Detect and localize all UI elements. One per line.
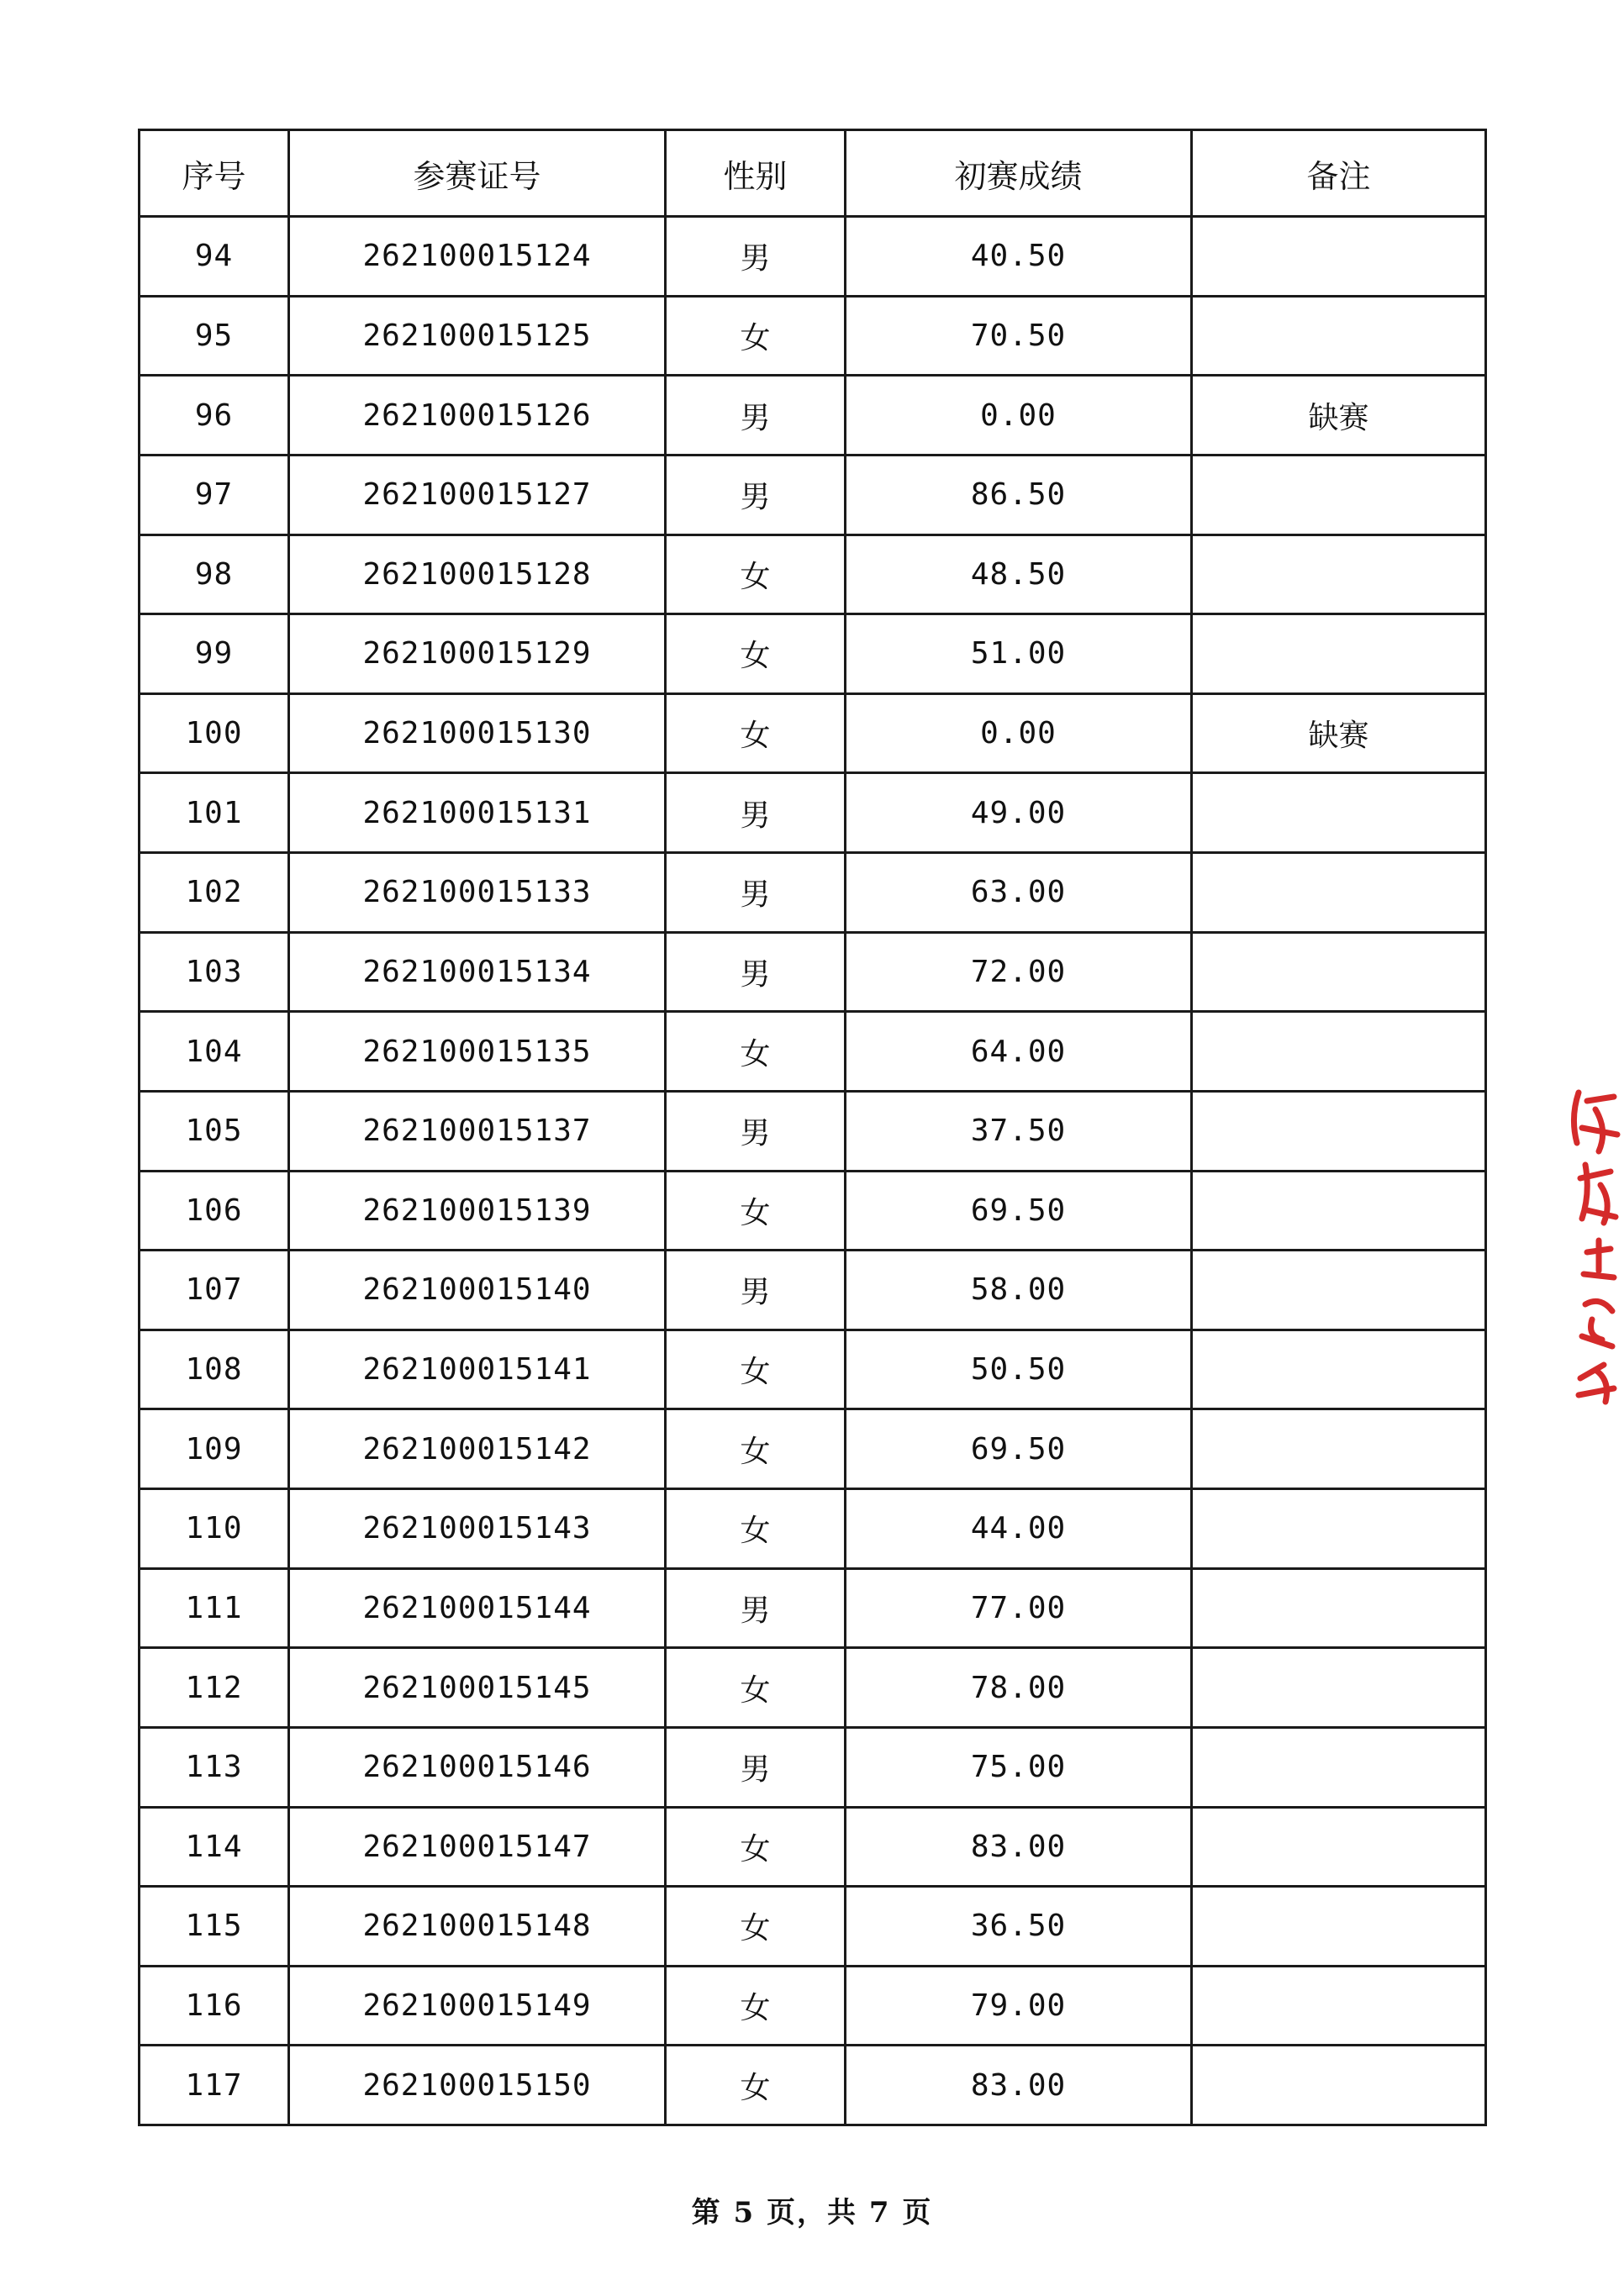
cell-ticket-number: 262100015130 (289, 693, 666, 773)
cell-score: 58.00 (846, 1251, 1192, 1330)
cell-ticket-number: 262100015139 (289, 1171, 666, 1251)
cell-row-index: 102 (140, 853, 289, 933)
cell-gender: 女 (666, 1171, 846, 1251)
header-preliminary-score: 初赛成绩 (846, 130, 1192, 217)
cell-row-index: 99 (140, 614, 289, 694)
table-header-row (140, 130, 1486, 217)
cell-gender: 女 (666, 614, 846, 694)
cell-score: 83.00 (846, 2046, 1192, 2125)
cell-ticket-number: 262100015124 (289, 217, 666, 297)
cell-gender: 女 (666, 535, 846, 614)
cell-ticket-number: 262100015143 (289, 1489, 666, 1569)
cell-remark (1192, 455, 1486, 535)
cell-row-index: 95 (140, 296, 289, 376)
table-row (140, 217, 1486, 297)
cell-gender: 男 (666, 1091, 846, 1171)
cell-gender: 男 (666, 1568, 846, 1648)
cell-ticket-number: 262100015147 (289, 1807, 666, 1887)
table-row (140, 1727, 1486, 1807)
cell-score: 64.00 (846, 1012, 1192, 1092)
cell-remark: 缺赛 (1192, 693, 1486, 773)
table-row (140, 853, 1486, 933)
cell-row-index: 108 (140, 1330, 289, 1409)
cell-remark (1192, 1409, 1486, 1489)
cell-score: 72.00 (846, 932, 1192, 1012)
cell-score: 51.00 (846, 614, 1192, 694)
cell-ticket-number: 262100015140 (289, 1251, 666, 1330)
cell-remark (1192, 1012, 1486, 1092)
cell-ticket-number: 262100015128 (289, 535, 666, 614)
cell-row-index: 114 (140, 1807, 289, 1887)
cell-row-index: 101 (140, 773, 289, 853)
cell-gender: 女 (666, 1489, 846, 1569)
cell-score: 77.00 (846, 1568, 1192, 1648)
cell-score: 69.50 (846, 1171, 1192, 1251)
table-body (140, 217, 1486, 2125)
cell-score: 78.00 (846, 1648, 1192, 1728)
cell-score: 63.00 (846, 853, 1192, 933)
cell-ticket-number: 262100015137 (289, 1091, 666, 1171)
table-row (140, 1171, 1486, 1251)
cell-score: 75.00 (846, 1727, 1192, 1807)
cell-row-index: 96 (140, 376, 289, 456)
cell-gender: 女 (666, 693, 846, 773)
cell-score: 50.50 (846, 1330, 1192, 1409)
cell-score: 49.00 (846, 773, 1192, 853)
cell-ticket-number: 262100015125 (289, 296, 666, 376)
table-row (140, 1887, 1486, 1967)
cell-score: 86.50 (846, 455, 1192, 535)
cell-score: 0.00 (846, 693, 1192, 773)
cell-row-index: 104 (140, 1012, 289, 1092)
red-seal-stamp-icon (1562, 1084, 1624, 1412)
cell-ticket-number: 262100015148 (289, 1887, 666, 1967)
table-row (140, 693, 1486, 773)
table-row (140, 376, 1486, 456)
cell-remark (1192, 853, 1486, 933)
cell-gender: 女 (666, 1012, 846, 1092)
cell-remark (1192, 773, 1486, 853)
cell-gender: 男 (666, 1727, 846, 1807)
cell-gender: 男 (666, 932, 846, 1012)
cell-gender: 女 (666, 1409, 846, 1489)
cell-row-index: 109 (140, 1409, 289, 1489)
cell-remark (1192, 1966, 1486, 2046)
cell-score: 40.50 (846, 217, 1192, 297)
cell-remark (1192, 1807, 1486, 1887)
table-row (140, 1489, 1486, 1569)
cell-row-index: 97 (140, 455, 289, 535)
cell-row-index: 100 (140, 693, 289, 773)
cell-remark (1192, 1648, 1486, 1728)
cell-gender: 男 (666, 853, 846, 933)
cell-row-index: 98 (140, 535, 289, 614)
cell-ticket-number: 262100015129 (289, 614, 666, 694)
cell-gender: 男 (666, 1251, 846, 1330)
cell-row-index: 113 (140, 1727, 289, 1807)
cell-row-index: 117 (140, 2046, 289, 2125)
table-row (140, 1648, 1486, 1728)
table-row (140, 1330, 1486, 1409)
cell-remark (1192, 1727, 1486, 1807)
cell-ticket-number: 262100015142 (289, 1409, 666, 1489)
header-ticket-number: 参赛证号 (289, 130, 666, 217)
cell-ticket-number: 262100015150 (289, 2046, 666, 2125)
cell-remark (1192, 1489, 1486, 1569)
cell-gender: 女 (666, 296, 846, 376)
cell-row-index: 112 (140, 1648, 289, 1728)
cell-remark (1192, 614, 1486, 694)
cell-gender: 女 (666, 1330, 846, 1409)
cell-ticket-number: 262100015141 (289, 1330, 666, 1409)
cell-ticket-number: 262100015127 (289, 455, 666, 535)
cell-remark: 缺赛 (1192, 376, 1486, 456)
table-row (140, 455, 1486, 535)
cell-score: 44.00 (846, 1489, 1192, 1569)
header-index: 序号 (140, 130, 289, 217)
cell-ticket-number: 262100015145 (289, 1648, 666, 1728)
cell-row-index: 105 (140, 1091, 289, 1171)
cell-row-index: 111 (140, 1568, 289, 1648)
cell-remark (1192, 217, 1486, 297)
cell-row-index: 115 (140, 1887, 289, 1967)
table-row (140, 296, 1486, 376)
cell-ticket-number: 262100015144 (289, 1568, 666, 1648)
table-row (140, 2046, 1486, 2125)
cell-row-index: 116 (140, 1966, 289, 2046)
cell-row-index: 103 (140, 932, 289, 1012)
cell-ticket-number: 262100015133 (289, 853, 666, 933)
cell-score: 0.00 (846, 376, 1192, 456)
table-row (140, 1409, 1486, 1489)
page-number: 第 5 页，共 7 页 (691, 2196, 933, 2230)
cell-gender: 男 (666, 217, 846, 297)
cell-remark (1192, 932, 1486, 1012)
table-row (140, 1568, 1486, 1648)
cell-remark (1192, 535, 1486, 614)
cell-score: 69.50 (846, 1409, 1192, 1489)
cell-gender: 女 (666, 2046, 846, 2125)
cell-gender: 女 (666, 1966, 846, 2046)
cell-row-index: 106 (140, 1171, 289, 1251)
header-gender: 性别 (666, 130, 846, 217)
cell-score: 83.00 (846, 1807, 1192, 1887)
cell-gender: 男 (666, 773, 846, 853)
cell-ticket-number: 262100015131 (289, 773, 666, 853)
cell-remark (1192, 1171, 1486, 1251)
cell-remark (1192, 1091, 1486, 1171)
cell-score: 48.50 (846, 535, 1192, 614)
cell-remark (1192, 296, 1486, 376)
cell-ticket-number: 262100015126 (289, 376, 666, 456)
table-row (140, 1091, 1486, 1171)
cell-remark (1192, 1330, 1486, 1409)
cell-row-index: 110 (140, 1489, 289, 1569)
table-row (140, 932, 1486, 1012)
cell-score: 79.00 (846, 1966, 1192, 2046)
table-row (140, 1251, 1486, 1330)
table-row (140, 1012, 1486, 1092)
cell-row-index: 94 (140, 217, 289, 297)
cell-remark (1192, 1887, 1486, 1967)
table-row (140, 773, 1486, 853)
cell-ticket-number: 262100015135 (289, 1012, 666, 1092)
cell-row-index: 107 (140, 1251, 289, 1330)
cell-gender: 女 (666, 1887, 846, 1967)
results-table (138, 129, 1487, 2126)
table-row (140, 614, 1486, 694)
cell-gender: 男 (666, 376, 846, 456)
header-remarks: 备注 (1192, 130, 1486, 217)
cell-gender: 男 (666, 455, 846, 535)
cell-score: 37.50 (846, 1091, 1192, 1171)
table-row (140, 535, 1486, 614)
cell-gender: 女 (666, 1807, 846, 1887)
cell-score: 70.50 (846, 296, 1192, 376)
cell-ticket-number: 262100015134 (289, 932, 666, 1012)
cell-score: 36.50 (846, 1887, 1192, 1967)
cell-remark (1192, 2046, 1486, 2125)
cell-remark (1192, 1251, 1486, 1330)
table-row (140, 1807, 1486, 1887)
cell-gender: 女 (666, 1648, 846, 1728)
cell-ticket-number: 262100015146 (289, 1727, 666, 1807)
table-row (140, 1966, 1486, 2046)
cell-remark (1192, 1568, 1486, 1648)
cell-ticket-number: 262100015149 (289, 1966, 666, 2046)
